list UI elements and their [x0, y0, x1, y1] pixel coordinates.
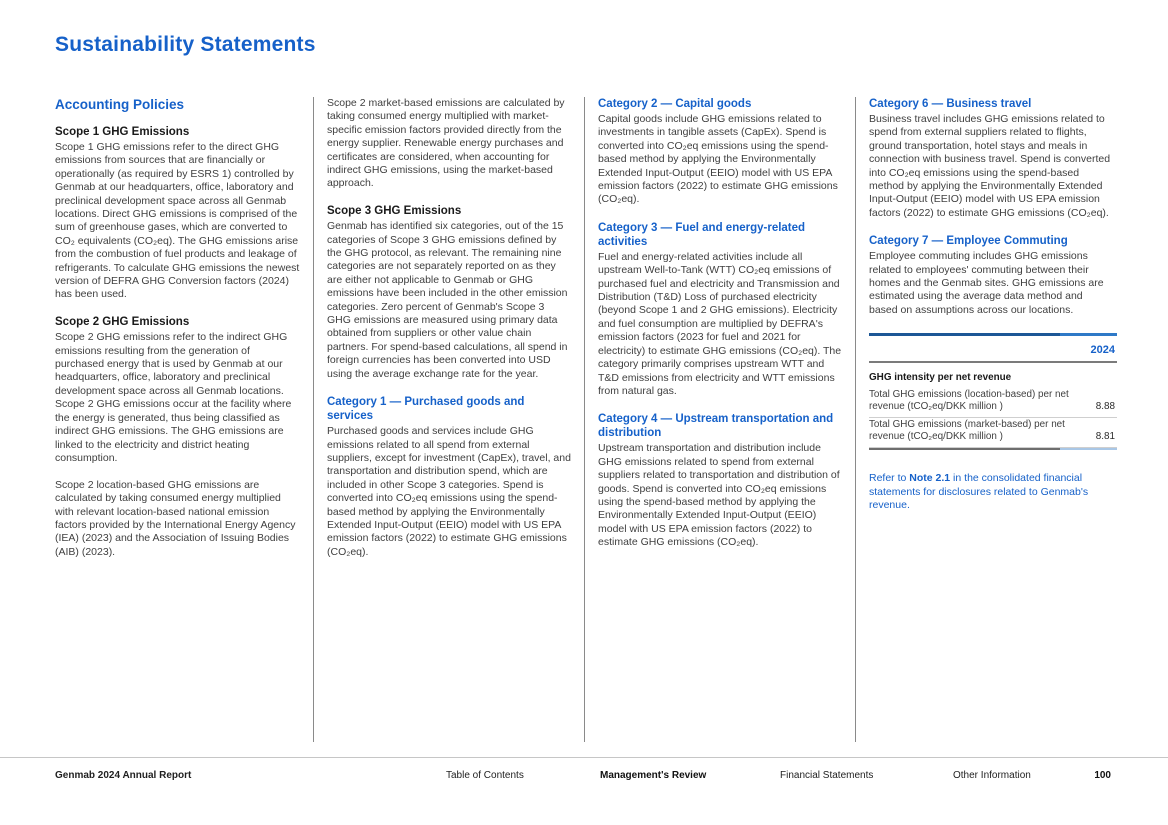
table-row-label: Total GHG emissions (market-based) per net revenue (tCO₂eq/DKK million ) [869, 419, 1065, 443]
table-bottom-rule [869, 448, 1117, 450]
note-reference-prefix: Refer to [869, 472, 910, 485]
footer-nav-table-of-contents[interactable]: Table of Contents [446, 770, 524, 781]
content-columns [55, 97, 1113, 742]
category-heading-4: Category 4 — Upstream transportation and distribution [598, 413, 834, 440]
table-row [869, 388, 1117, 418]
section-heading-scope1: Scope 1 GHG Emissions [55, 126, 190, 138]
paragraph-scope3: Genmab has identified six categories, out of the 15 categories of Scope 3 GHG emissions defined by the GHG protocol, as relevant. The remaining nine categories are not separately reported on as they are either not applicable to Genmab or GHG emissions have been included in the other emission categories. Zero percent of Genmab's Scope 3 GHG emissions are measured using primary data obtained from suppliers or other value chain partners. For spend-based calculations, all spend in foreign currencies has been converted into USD using the average exchange rate for the year. [327, 220, 568, 380]
paragraph-category-2: Capital goods include GHG emissions related to investments in tangible assets (CapEx). Spend is converted into CO₂eq emissions using the spend-based method by applying the Environmentally Extended Input-Output (EEIO) model with US EPA emission factors (2022) to estimate GHG emissions (CO₂eq). [598, 113, 838, 206]
page-title: Sustainability Statements [55, 33, 316, 56]
paragraph-scope2-location-based: Scope 2 location-based GHG emissions are calculated by taking consumed energy multiplied with relevant location-based national emission factors provided by the International Energy Agency (IEA) (2023) and the Association of Issuing Bodies (AIB) (2023). [55, 478, 296, 558]
table-row [869, 418, 1117, 448]
table-row-value: 8.81 [1095, 431, 1115, 443]
table-group-header: GHG intensity per net revenue [869, 372, 1012, 384]
ghg-intensity-table [869, 333, 1117, 450]
footer-nav-other-information[interactable]: Other Information [953, 770, 1031, 781]
paragraph-category-4: Upstream transportation and distribution include GHG emissions related to spend from external suppliers related to transportation and distribution of goods. Spend is converted into CO₂eq emissions using the spend-based method by applying the Environmentally Extended Input-Output (EEIO) model with US EPA emission factors (2022) to estimate GHG emissions (CO₂eq). [598, 442, 840, 549]
paragraph-scope1: Scope 1 GHG emissions refer to the direct GHG emissions from sources that are financially or operationally (as required by ESRS 1) controlled by Genmab at our headquarters, office, laboratory and preclinical development space across all Genmab locations. Direct GHG emissions is comprised of the sum of greenhouse gases, which are converted to CO₂ equivalents (CO₂eq). The GHG emissions arise from the combustion of fuel products and leakage of refrigerants. To calculate GHG emissions the newest version of DEFRA GHG Conversion factors (2024) has been used. [55, 141, 300, 301]
footer-nav-managements-review[interactable]: Management's Review [600, 770, 707, 781]
table-top-rule-left [869, 333, 1060, 336]
footer-divider [0, 757, 1168, 758]
column-scope3 [313, 97, 584, 742]
paragraph-scope2-overview: Scope 2 GHG emissions refer to the indirect GHG emissions resulting from the generation of purchased energy that is used by Genmab at our headquarters, office, laboratory and preclinical development space across all Genmab locations. Scope 2 GHG emissions occur at the facility where the energy is generated, thus being classified as indirect GHG emissions. The GHG emissions are linked to the electricity and district heating consumption. [55, 331, 292, 464]
table-row-value: 8.88 [1095, 401, 1115, 413]
table-top-rule [869, 333, 1117, 336]
paragraph-scope2-market-based: Scope 2 market-based emissions are calculated by taking consumed energy multiplied with market-specific emission factors provided directly from the energy supplier. Renewable energy purchases and certificates are considered, when accounting for indirect GHG emissions, using the market-based approach. [327, 97, 565, 190]
paragraph-category-6: Business travel includes GHG emissions related to spend from external suppliers related to flights, ground transportation, hotel stays and meals in connection with business travel. Spend is converted into CO₂eq emissions using the spend-based method by applying the Environmentally Extended Input-Output (EEIO) model with US EPA emission factors (2022) to estimate GHG emissions (CO₂eq). [869, 113, 1111, 219]
category-heading-6: Category 6 — Business travel [869, 98, 1032, 110]
category-heading-2: Category 2 — Capital goods [598, 98, 752, 110]
category-heading-7: Category 7 — Employee Commuting [869, 235, 1068, 248]
table-top-rule-value-column [1060, 333, 1117, 336]
column-categories-6-7 [855, 97, 1113, 742]
footer-nav-financial-statements[interactable]: Financial Statements [780, 770, 874, 781]
table-row-label: Total GHG emissions (location-based) per net revenue (tCO₂eq/DKK million ) [869, 389, 1069, 413]
section-heading-scope3: Scope 3 GHG Emissions [327, 205, 462, 218]
paragraph-category-1: Purchased goods and services include GHG emissions related to all spend from external suppliers, except for investment (CapEx), travel, and transportation and distribution spend, which are included in other Scope 3 categories. Spend is converted into CO₂eq emissions using the spend-based method by applying the Environmentally Extended Input-Output (EEIO) model with US EPA emission factors (2022) to estimate GHG emissions (CO₂eq). [327, 425, 571, 558]
table-bottom-rule-value-column [1060, 448, 1117, 450]
paragraph-category-3: Fuel and energy-related activities include all upstream Well-to-Tank (WTT) CO₂eq emissions of purchased fuel and electricity and Transmission and Distribution (T&D) Loss of purchased electricity (beyond Scope 1 and 2 GHG emissions). Electricity and fuel consumption are multiplied by DEFRA's emission factors (2023 for fuel and 2021 for electricity) to estimate GHG emissions (CO₂eq). The category primarily comprises upstream WTT and T&D emissions from electricity and WTT emissions from natural gas. [598, 250, 842, 397]
footer-page-number: 100 [1094, 770, 1111, 781]
section-heading-scope2: Scope 2 GHG Emissions [55, 316, 190, 329]
footer [0, 770, 1168, 786]
note-2-1-link[interactable]: Note 2.1 [909, 472, 951, 485]
paragraph-category-7: Employee commuting includes GHG emissions related to employees' commuting between their homes and the Genmab sites. GHG emissions are estimated using the average data method and based on assumptions across our locations. [869, 250, 1104, 316]
note-reference-suffix: in the consolidated financial statements for disclosures related to Genmab's revenue. [869, 472, 1089, 512]
note-reference-text [869, 472, 1121, 513]
category-heading-3: Category 3 — Fuel and energy-related activities [598, 221, 806, 248]
column-accounting-policies [55, 97, 313, 742]
table-bottom-rule-left [869, 448, 1060, 450]
footer-report-title: Genmab 2024 Annual Report [55, 770, 192, 781]
category-heading-1: Category 1 — Purchased goods and services [327, 396, 525, 423]
column-categories-2-4 [584, 97, 855, 742]
section-heading-accounting-policies: Accounting Policies [55, 97, 185, 112]
table-year-header: 2024 [869, 336, 1117, 363]
